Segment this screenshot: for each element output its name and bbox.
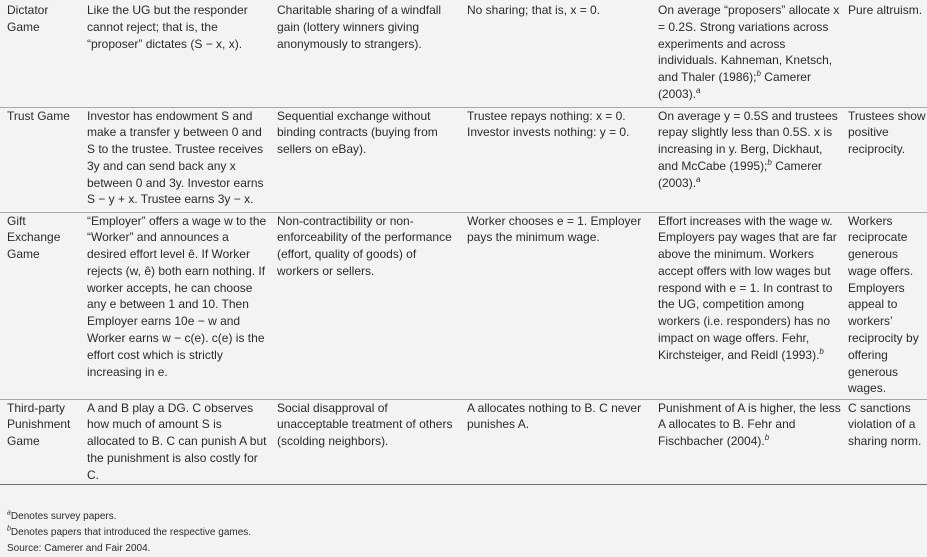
footnote-mark: b: [756, 69, 761, 79]
footnote-mark: b: [819, 346, 824, 356]
footnote-mark: a: [696, 85, 701, 95]
prediction-cell: No sharing; that is, x = 0.: [467, 3, 601, 17]
table-row: [0, 212, 927, 399]
real-life-example-cell: Social disapproval of unacceptable treatment of others (scolding neighbors).: [277, 400, 453, 449]
experimental-results-cell: [652, 107, 842, 212]
results-text-continued: Camerer (2003).: [658, 70, 811, 101]
interpretation-cell: C sanctions violation of a sharing norm.: [848, 400, 922, 449]
results-text: Effort increases with the wage w. Employers pay wages that are far above the minimum. Workers accept offers with low wages but respond with e = 1. In contrast to the UG, competition among workers (i.e. responders) has no impact on wage offers. Fehr, Kirchsteiger, and Reidl (1993).: [658, 213, 837, 362]
note-a-mark: a: [7, 509, 11, 517]
footnote-mark: b: [767, 157, 772, 167]
table-row: [0, 2, 927, 107]
game-name-cell: Gift Exchange Game: [7, 213, 61, 262]
results-text: Punishment of A is higher, the less A allocates to B. Fehr and Fischbacher (2004).: [658, 400, 841, 449]
results-text: On average “proposers” allocate x = 0.2S. Strong variations across experiments and across individuals. Kahneman, Knetsch, and Thaler (1986);: [658, 3, 840, 85]
real-life-example-cell: Charitable sharing of a windfall gain (lottery winners giving anonymously to strangers).: [277, 3, 442, 51]
experimental-results-cell: [652, 2, 842, 107]
footnote-mark: b: [764, 433, 770, 443]
interpretation-cell: Trustees show positive reciprocity.: [848, 108, 926, 157]
game-description-cell: Like the UG but the responder cannot reject; that is, the “proposer” dictates (S − x, x).: [87, 3, 248, 51]
footnote-mark: a: [696, 174, 701, 184]
game-description-cell: Investor has endowment S and make a transfer y between 0 and S to the trustee. Trustee receives 3y and can send back any x between 0 and 3y. Investor earns S − y + x. Trustee earns 3y − x.: [87, 108, 264, 207]
interpretation-cell: Pure altruism.: [848, 3, 923, 17]
results-text: On average y = 0.5S and trustees repay slightly less than 0.5S. x is increasing in y. Berg, Dickhaut, and McCabe (1995);: [658, 108, 838, 173]
table-source: Source: Camerer and Fair 2004.: [7, 543, 151, 554]
game-name-cell: Dictator Game: [7, 3, 49, 34]
prediction-cell: Trustee repays nothing: x = 0. Investor invests nothing: y = 0.: [467, 108, 630, 140]
game-description-cell: “Employer” offers a wage w to the “Worker” and announces a desired effort level ê. If Worker rejects (w, ê) both earn nothing. If worker accepts, he can choose any e between 1 and 10. Then Employer earns 10e − w and Worker earns w − c(e). c(e) is the effort cost which is strictly increasing in e.: [87, 213, 267, 379]
game-name-cell: Third-party Punishment Game: [7, 400, 71, 449]
note-a-text: Denotes survey papers.: [10, 511, 117, 522]
table-row: [0, 399, 927, 484]
note-b-text: Denotes papers that introduced the respective games.: [10, 527, 252, 538]
games-table: [0, 2, 927, 485]
real-life-example-cell: Non-contractibility or non-enforceability of the performance (effort, quality of goods) of workers or sellers.: [277, 213, 452, 278]
interpretation-cell: Workers reciprocate generous wage offers. Employers appeal to workers’ reciprocity by offering generous wages.: [848, 213, 919, 396]
games-table-body: [0, 2, 927, 484]
results-text-continued: Camerer (2003).: [658, 158, 822, 190]
experimental-results-cell: [652, 212, 842, 399]
real-life-example-cell: Sequential exchange without binding contracts (buying from sellers on eBay).: [277, 108, 438, 157]
note-survey-papers: [7, 509, 251, 525]
game-description-cell: A and B play a DG. C observes how much of amount S is allocated to B. C can punish A but the punishment is also costly for C.: [87, 400, 267, 482]
prediction-cell: A allocates nothing to B. C never punishes A.: [467, 400, 642, 432]
experimental-results-cell: [652, 399, 842, 484]
note-b-mark: b: [7, 525, 11, 533]
note-introducing-papers: [7, 525, 251, 541]
prediction-cell: Worker chooses e = 1. Employer pays the minimum wage.: [467, 213, 642, 245]
game-name-cell: Trust Game: [7, 108, 70, 123]
table-row: [0, 107, 927, 212]
table-notes: [7, 509, 251, 557]
